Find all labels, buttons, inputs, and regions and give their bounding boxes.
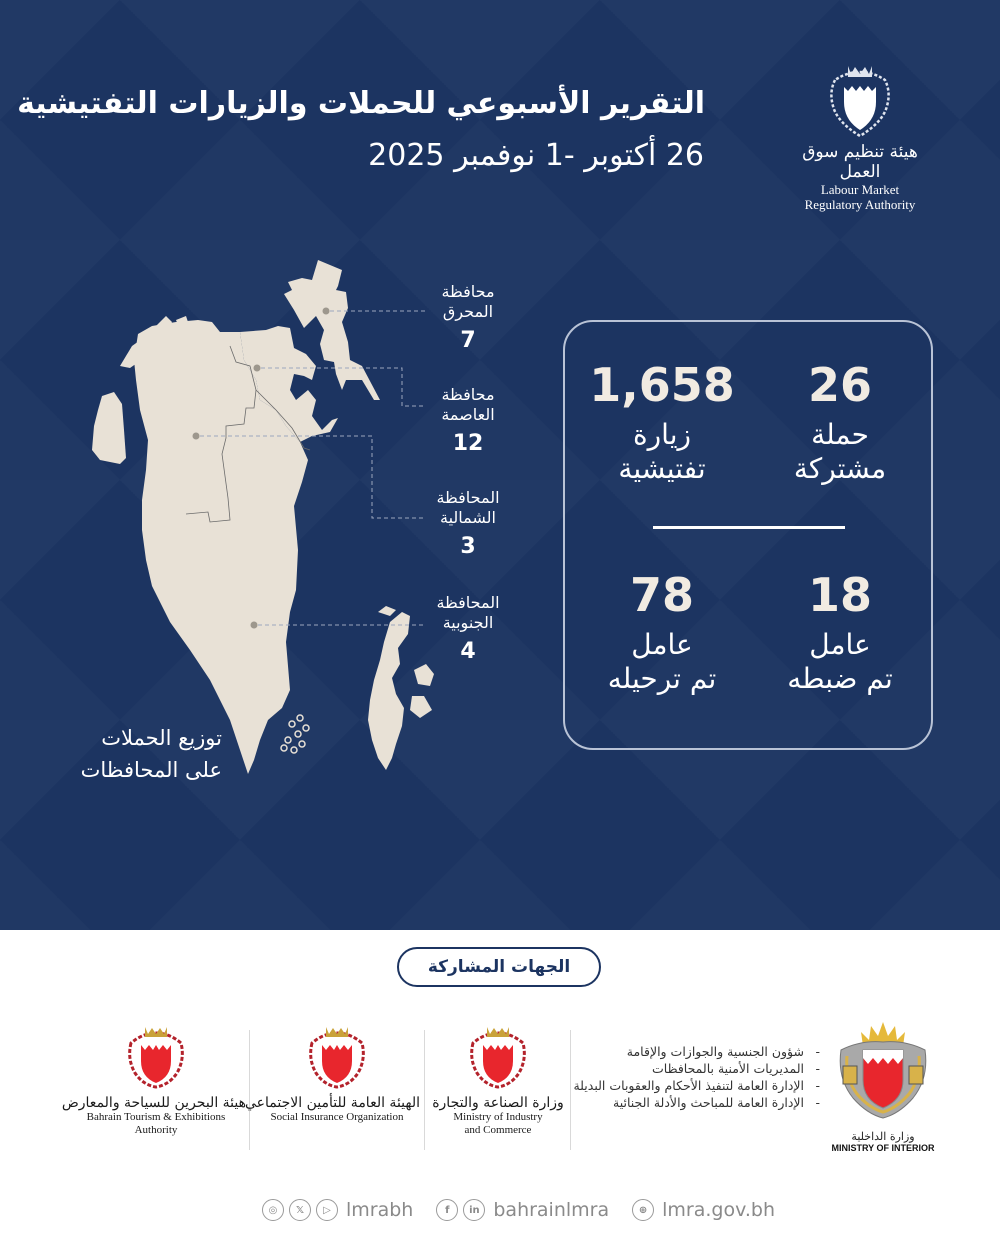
stat-value: 1,658 bbox=[589, 358, 735, 412]
governorate-campaign-count: 3 bbox=[460, 534, 476, 559]
stat-workers-arrested bbox=[755, 568, 925, 696]
governorate-capital bbox=[413, 385, 523, 456]
moi-english-name: MINISTRY OF INTERIOR bbox=[831, 1143, 935, 1153]
partner-english-name: Ministry of Industry bbox=[453, 1111, 543, 1123]
stat-label: حملة bbox=[811, 418, 869, 451]
map-caption-line1: توزيع الحملات bbox=[101, 726, 222, 750]
governorate-muharraq bbox=[413, 282, 523, 353]
governorate-campaign-count: 12 bbox=[452, 431, 484, 456]
stat-label: تم ضبطه bbox=[787, 662, 893, 695]
stat-inspection-visits bbox=[577, 358, 747, 486]
governorate-name: المحافظة bbox=[436, 488, 500, 507]
youtube-icon[interactable]: ▷ bbox=[316, 1199, 338, 1221]
partner-separator bbox=[570, 1030, 571, 1150]
lmra-english-name-1: Labour Market bbox=[820, 182, 900, 197]
stat-value: 18 bbox=[807, 568, 872, 622]
bahrain-crest-icon bbox=[306, 1025, 368, 1089]
governorate-name: محافظة bbox=[441, 282, 495, 301]
moi-emblem-icon bbox=[833, 1020, 933, 1124]
stat-label: عامل bbox=[631, 628, 693, 661]
facebook-icon[interactable]: f bbox=[436, 1199, 458, 1221]
lmra-logo bbox=[790, 62, 930, 212]
stats-divider bbox=[653, 526, 845, 529]
website-link[interactable]: lmra.gov.bh bbox=[662, 1199, 776, 1221]
ministry-of-interior-logo bbox=[828, 1020, 938, 1153]
hawar-islands bbox=[368, 612, 410, 770]
partner-english-name: and Commerce bbox=[464, 1124, 532, 1136]
bahrain-crest-icon bbox=[825, 62, 895, 140]
umm-an-nasan-islet bbox=[92, 392, 126, 464]
partner-arabic-name: الهيئة العامة للتأمين الاجتماعي bbox=[245, 1095, 420, 1111]
stat-label: زيارة bbox=[632, 418, 692, 451]
governorate-campaign-count: 7 bbox=[460, 328, 476, 353]
instagram-icon[interactable]: ◎ bbox=[262, 1199, 284, 1221]
partner-separator bbox=[249, 1030, 250, 1150]
governorate-southern bbox=[413, 593, 523, 664]
governorate-name: محافظة bbox=[441, 385, 495, 404]
globe-icon[interactable]: ⊕ bbox=[632, 1199, 654, 1221]
moi-departments-list bbox=[572, 1043, 822, 1111]
stat-joint-campaigns bbox=[755, 358, 925, 486]
social-footer bbox=[262, 1196, 793, 1224]
muharraq-landmass bbox=[284, 260, 380, 400]
partner-arabic-name: هيئة البحرين للسياحة والمعارض bbox=[61, 1095, 246, 1111]
partners-heading: الجهات المشاركة bbox=[397, 947, 601, 987]
stat-value: 78 bbox=[629, 568, 694, 622]
social-handle-lmrabh[interactable]: lmrabh bbox=[346, 1199, 414, 1221]
map-caption-line2: على المحافظات bbox=[80, 758, 222, 782]
partner-arabic-name: وزارة الصناعة والتجارة bbox=[432, 1095, 564, 1111]
stats-panel bbox=[563, 320, 933, 750]
governorate-name: الجنوبية bbox=[442, 613, 494, 632]
partner-english-name: Bahrain Tourism & Exhibitions bbox=[86, 1111, 226, 1123]
partner-ministry-industry bbox=[428, 1025, 568, 1137]
report-title: التقرير الأسبوعي للحملات والزيارات التفتيشية bbox=[17, 86, 705, 121]
partner-english-name: Authority bbox=[134, 1124, 178, 1136]
lmra-english-name-2: Regulatory Authority bbox=[804, 197, 916, 212]
partner-social-insurance bbox=[245, 1025, 420, 1124]
partner-separator bbox=[424, 1030, 425, 1150]
moi-department: - الإدارة العامة لتنفيذ الأحكام والعقوبات البديلة bbox=[572, 1077, 822, 1094]
governorate-name: المحافظة bbox=[436, 593, 500, 612]
bahrain-crest-icon bbox=[125, 1025, 187, 1089]
map-caption bbox=[62, 722, 222, 786]
linkedin-icon[interactable]: in bbox=[463, 1199, 485, 1221]
moi-department: - المديريات الأمنية بالمحافظات bbox=[572, 1060, 822, 1077]
bahrain-crest-icon bbox=[467, 1025, 529, 1089]
partner-english-name: Social Insurance Organization bbox=[270, 1111, 404, 1123]
x-icon[interactable]: 𝕏 bbox=[289, 1199, 311, 1221]
stat-label: مشتركة bbox=[793, 452, 887, 485]
lmra-arabic-name: هيئة تنظيم سوق العمل bbox=[802, 142, 918, 182]
stat-label: عامل bbox=[809, 628, 871, 661]
report-date-range: 26 أكتوبر -1 نوفمبر 2025 bbox=[368, 138, 704, 173]
stat-label: تم ترحيله bbox=[607, 662, 717, 695]
moi-arabic-name: وزارة الداخلية bbox=[851, 1130, 915, 1143]
moi-department: - الإدارة العامة للمباحث والأدلة الجنائية bbox=[572, 1094, 822, 1111]
partner-bahrain-tourism bbox=[61, 1025, 246, 1137]
governorate-name: الشمالية bbox=[440, 508, 496, 527]
governorate-northern bbox=[413, 488, 523, 559]
governorate-name: العاصمة bbox=[441, 405, 495, 424]
social-handle-bahrainlmra[interactable]: bahrainlmra bbox=[493, 1199, 610, 1221]
governorate-name: المحرق bbox=[442, 302, 494, 321]
governorate-campaign-count: 4 bbox=[460, 639, 476, 664]
moi-department: - شؤون الجنسية والجوازات والإقامة bbox=[572, 1043, 822, 1060]
stat-label: تفتيشية bbox=[618, 452, 706, 485]
stat-workers-deported bbox=[577, 568, 747, 696]
stat-value: 26 bbox=[807, 358, 872, 412]
